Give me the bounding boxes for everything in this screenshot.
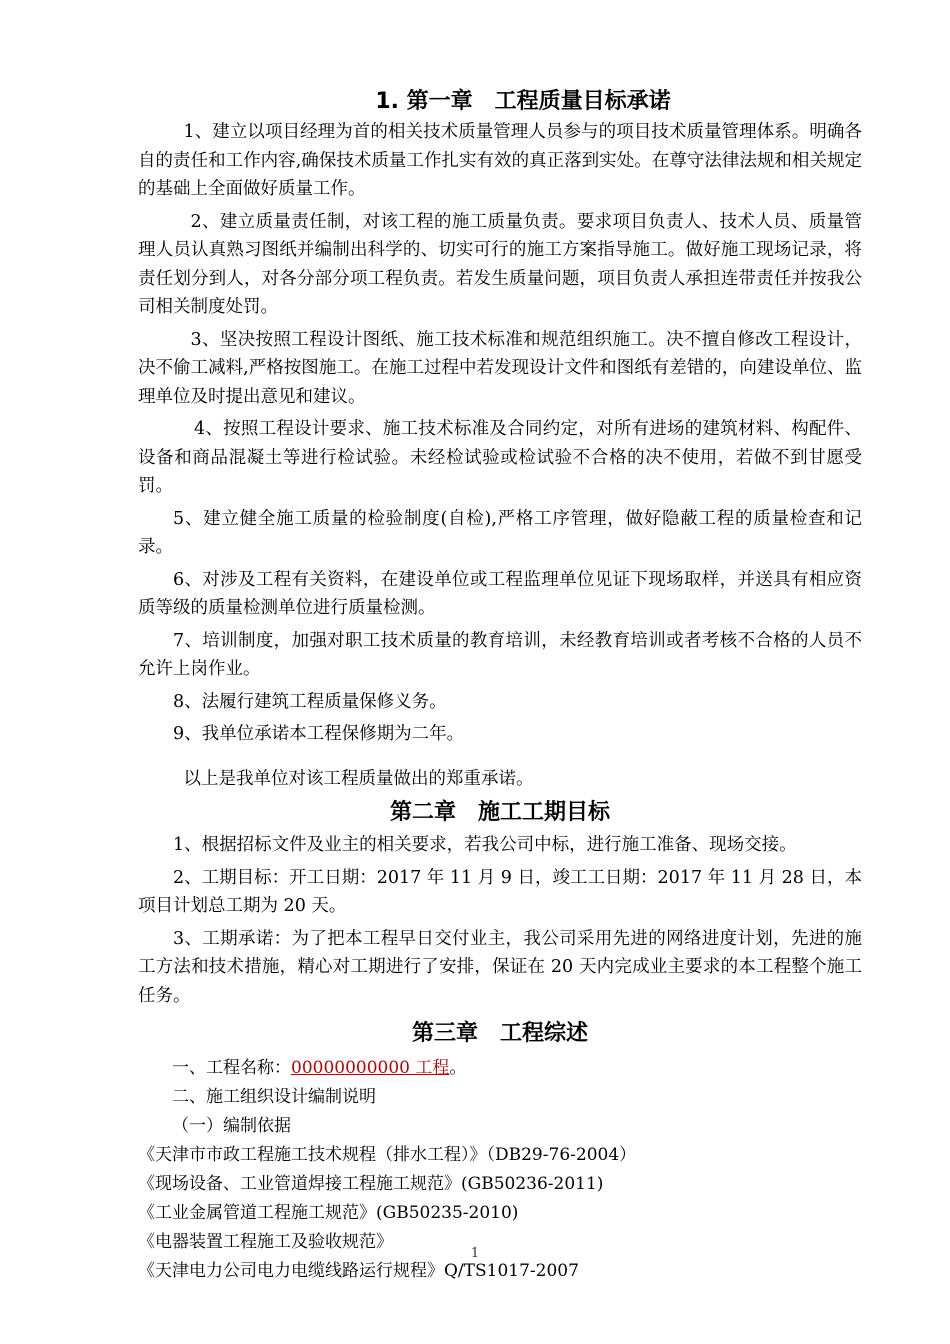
chapter1-title: 1. 第一章 工程质量目标承诺: [375, 89, 671, 114]
project-name-line: [138, 1054, 862, 1083]
chapter1-item-3: 3、坚决按照工程设计图纸、施工技术标准和规范组织施工。决不擅自修改工程设计，决不偷工减料,严格按图施工。在施工过程中若发现设计文件和图纸有差错的，向建设单位、监理单位及时提出意见和建议。: [138, 329, 862, 407]
chapter2-item-1: 1、根据招标文件及业主的相关要求，若我公司中标，进行施工准备、现场交接。: [173, 835, 797, 855]
project-name-label: 一、工程名称：: [172, 1058, 291, 1078]
chapter2-item-3: 3、工期承诺：为了把本工程早日交付业主，我公司采用先进的网络进度计划，先进的施工方法和技术措施，精心对工期进行了安排，保证在 20 天内完成业主要求的本工程整个施工任务。: [138, 928, 862, 1006]
basis-item-1: 《天津市市政工程施工技术规程（排水工程）》（DB29-76-2004）: [138, 1145, 637, 1165]
chapter1-item-9: 9、我单位承诺本工程保修期为二年。: [173, 724, 465, 744]
project-name-suffix: 。: [449, 1058, 467, 1078]
chapter1-item-2: 2、建立质量责任制，对该工程的施工质量负责。要求项目负责人、技术人员、质量管理人员认真熟习图纸并编制出科学的、切实可行的施工方案指导施工。做好施工现场记录，将责任划分到人，对各分部分项工程负责。若发生质量问题，项目负责人承担连带责任并按我公司相关制度处罚。: [138, 211, 862, 317]
chapter2-item-2: 2、工期目标：开工日期：2017 年 11 月 9 日，竣工工日期：2017 年 11 月 28 日，本项目计划总工期为 20 天。: [138, 867, 862, 916]
chapter1-item-5: 5、建立健全施工质量的检验制度(自检),严格工序管理，做好隐蔽工程的质量检查和记录。: [138, 508, 862, 557]
document-body: [138, 86, 862, 1286]
chapter3-title: 第三章 工程综述: [411, 1021, 588, 1046]
chapter1-closing: 以上是我单位对该工程质量做出的郑重承诺。: [183, 768, 534, 789]
basis-item-5: 《天津电力公司电力电缆线路运行规程》Q/TS1017-2007: [138, 1261, 579, 1281]
chapter1-item-6: 6、对涉及工程有关资料，在建设单位或工程监理单位见证下现场取样，并送具有相应资质等级的质量检测单位进行质量检测。: [138, 569, 862, 618]
page-number: 1: [470, 1246, 480, 1261]
basis-item-4: 《电器装置工程施工及验收规范》: [138, 1232, 393, 1252]
chapter1-item-7: 7、培训制度，加强对职工技术质量的教育培训，未经教育培训或者考核不合格的人员不允许上岗作业。: [138, 630, 862, 679]
chapter1-item-8: 8、法履行建筑工程质量保修义务。: [173, 691, 447, 712]
basis-item-3: 《工业金属管道工程施工规范》(GB50235-2010): [138, 1203, 519, 1223]
compilation-notes-heading: 二、施工组织设计编制说明: [172, 1087, 376, 1107]
chapter2-title: 第二章 施工工期目标: [389, 800, 610, 825]
compilation-basis-title: （一）编制依据: [172, 1116, 291, 1136]
project-name-value: 00000000000 工程: [291, 1058, 450, 1078]
basis-item-2: 《现场设备、工业管道焊接工程施工规范》(GB50236-2011): [138, 1174, 604, 1194]
chapter1-item-1: 1、建立以项目经理为首的相关技术质量管理人员参与的项目技术质量管理体系。明确各自的责任和工作内容,确保技术质量工作扎实有效的真正落到实处。在尊守法律法规和相关规定的基础上全面做好质量工作。: [138, 122, 862, 199]
chapter1-item-4: 4、按照工程设计要求、施工技术标准及合同约定，对所有进场的建筑材料、构配件、设备和商品混凝土等进行检试验。未经检试验或检试验不合格的决不使用，若做不到甘愿受罚。: [138, 419, 862, 496]
